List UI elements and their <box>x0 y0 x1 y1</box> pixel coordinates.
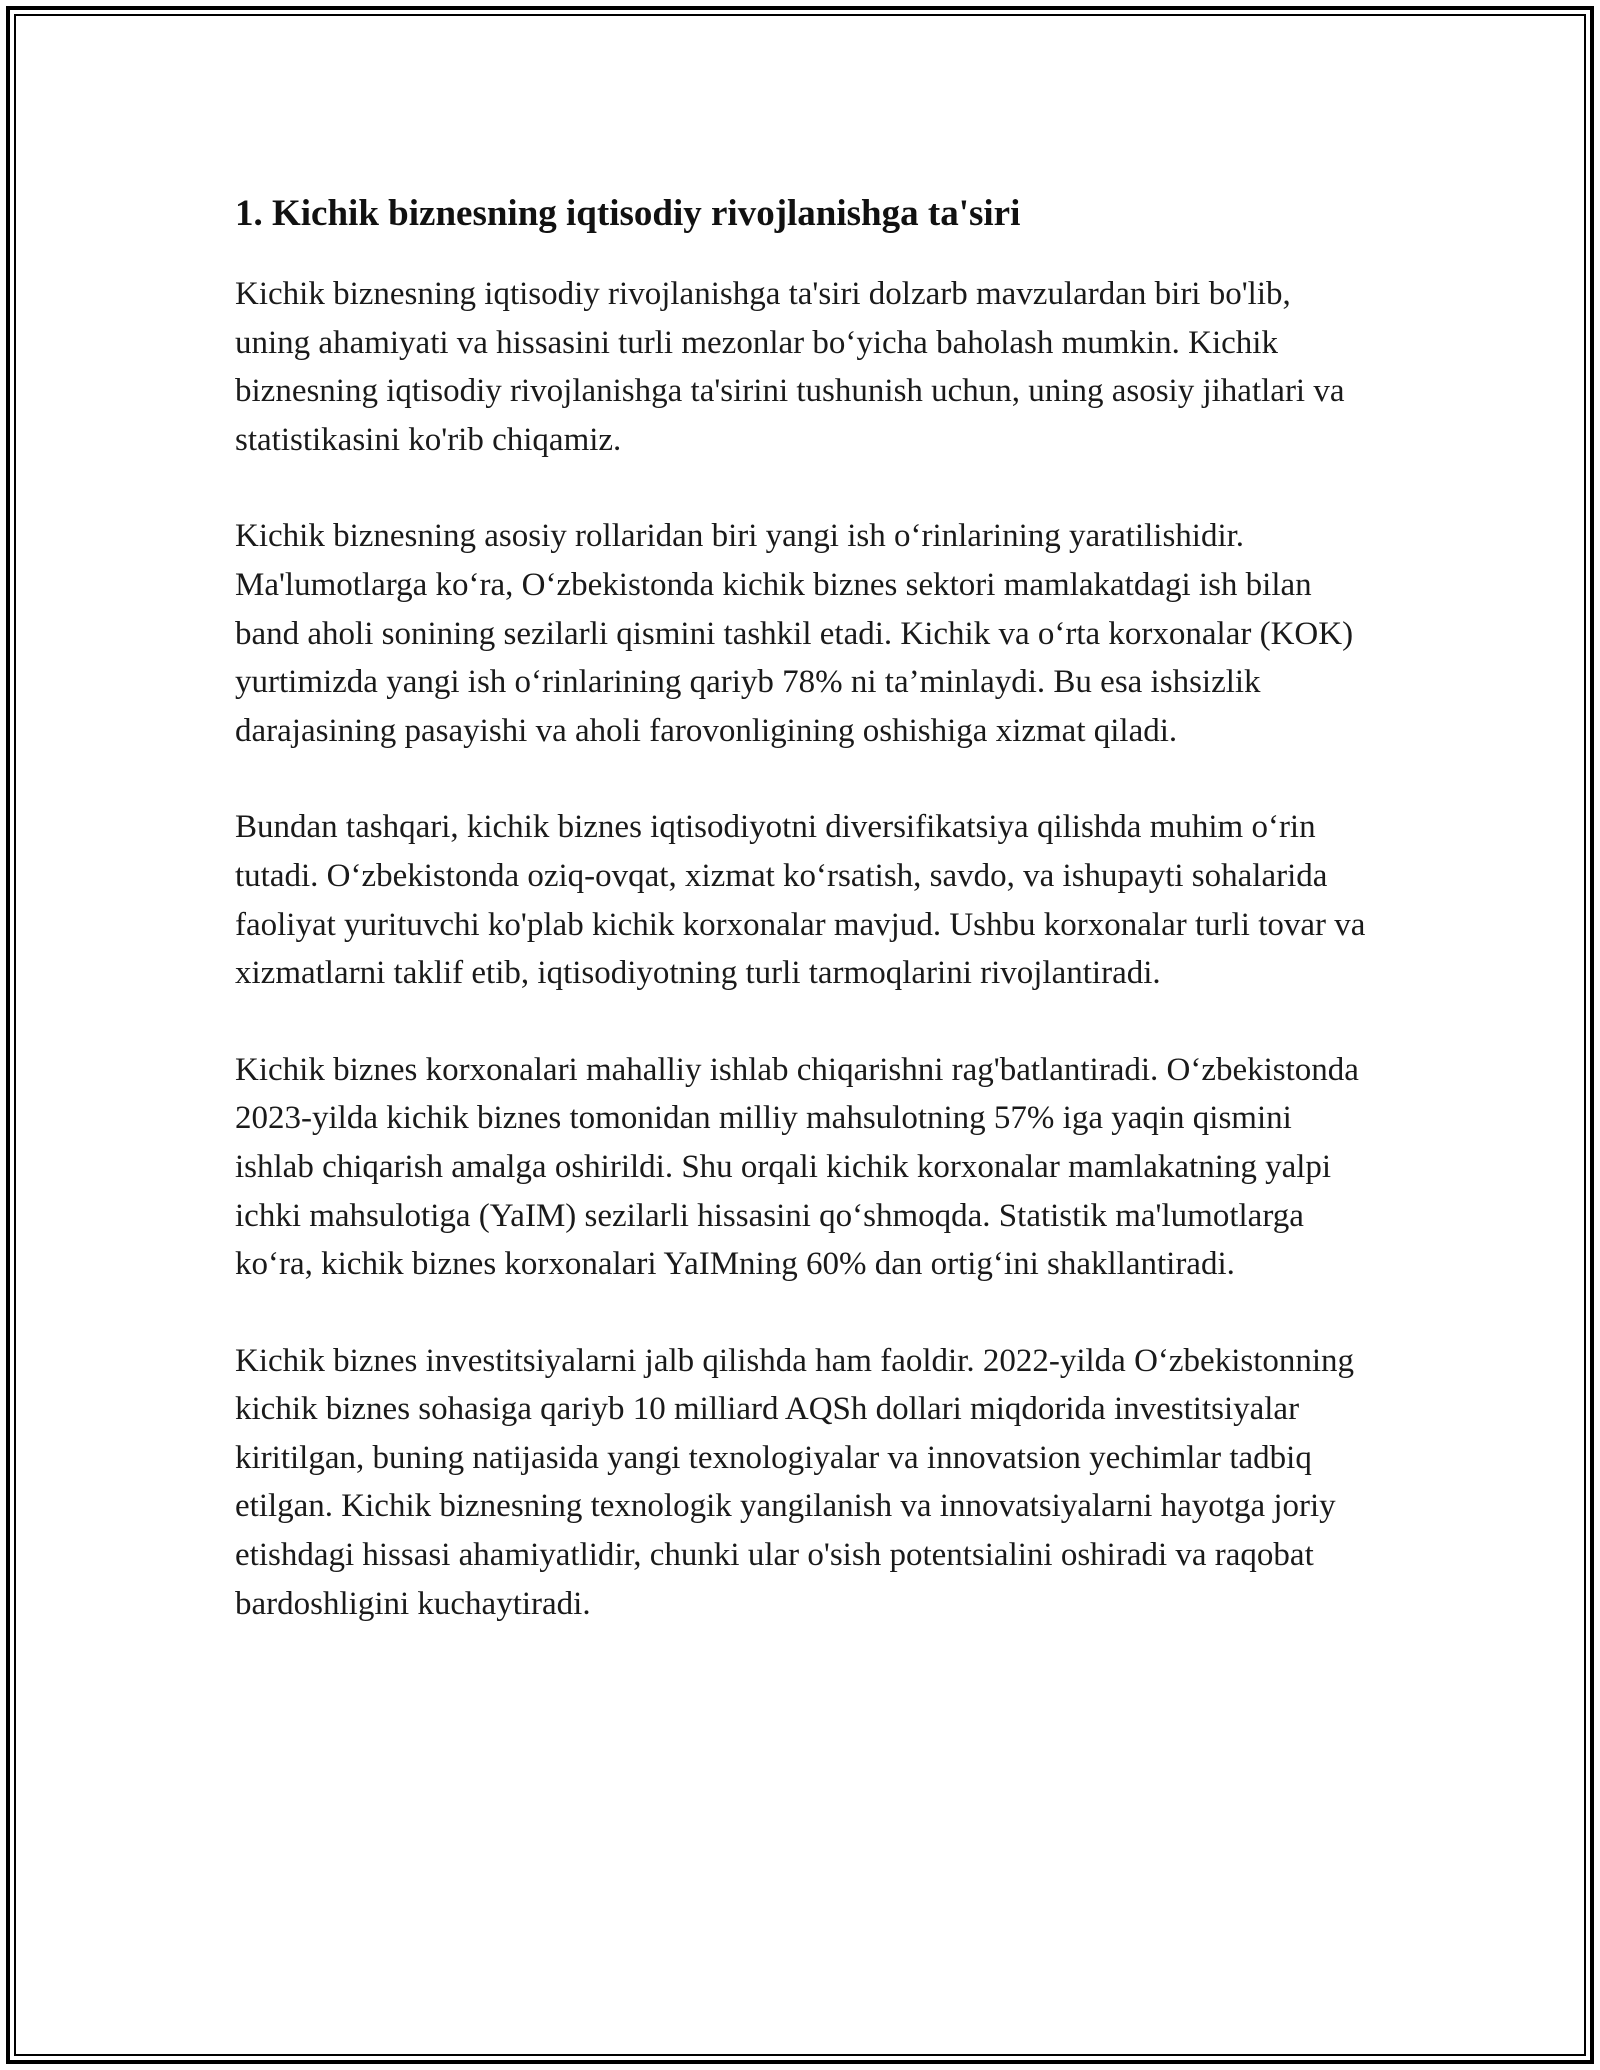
paragraph: Kichik biznes korxonalari mahalliy ishlab chiqarishni rag'batlantiradi. O‘zbekistonda 2023-yilda kichik biznes tomonidan milliy mahsulotning 57% iga yaqin qismini ishlab chiqarish amalga oshirildi. Shu orqali kichik korxonalar mamlakatning yalpi ichki mahsulotiga (YaIM) sezilarli hissasini qo‘shmoqda. Statistik ma'lumotlarga ko‘ra, kichik biznes korxonalari YaIMning 60% dan ortig‘ini shakllantiradi. <box>235 1051 1359 1283</box>
paragraph: Kichik biznesning asosiy rollaridan biri yangi ish o‘rinlarining yaratilishidir. Ma'lumotlarga ko‘ra, O‘zbekistonda kichik biznes sektori mamlakatdagi ish bilan band aholi sonining sezilarli qismini tashkil etadi. Kichik va o‘rta korxonalar (KOK) yurtimizda yangi ish o‘rinlarining qariyb 78% ni ta’minlaydi. Bu esa ishsizlik darajasining pasayishi va aholi farovonligining oshishiga xizmat qiladi. <box>235 518 1354 749</box>
document-body <box>235 188 1370 1676</box>
section-heading: 1. Kichik biznesning iqtisodiy rivojlanishga ta'siri <box>235 193 1021 234</box>
paragraph: Bundan tashqari, kichik biznes iqtisodiyotni diversifikatsiya qilishda muhim o‘rin tutadi. O‘zbekistonda oziq-ovqat, xizmat ko‘rsatish, savdo, va ishupayti sohalarida faoliyat yurituvchi ko'plab kichik korxonalar mavjud. Ushbu korxonalar turli tovar va xizmatlarni taklif etib, iqtisodiyotning turli tarmoqlarini rivojlantiradi. <box>235 809 1366 992</box>
paragraph: Kichik biznes investitsiyalarni jalb qilishda ham faoldir. 2022-yilda O‘zbekistonning kichik biznes sohasiga qariyb 10 milliard AQSh dollari miqdorida investitsiyalar kiritilgan, buning natijasida yangi texnologiyalar va innovatsion yechimlar tadbiq etilgan. Kichik biznesning texnologik yangilanish va innovatsiyalarni hayotga joriy etishdagi hissasi ahamiyatlidir, chunki ular o'sish potentsialini oshiradi va raqobat bardoshligini kuchaytiradi. <box>235 1342 1355 1622</box>
paragraph: Kichik biznesning iqtisodiy rivojlanishga ta'siri dolzarb mavzulardan biri bo'lib, uning ahamiyati va hissasini turli mezonlar bo‘yicha baholash mumkin. Kichik biznesning iqtisodiy rivojlanishga ta'sirini tushunish uchun, uning asosiy jihatlari va statistikasini ko'rib chiqamiz. <box>235 276 1345 458</box>
